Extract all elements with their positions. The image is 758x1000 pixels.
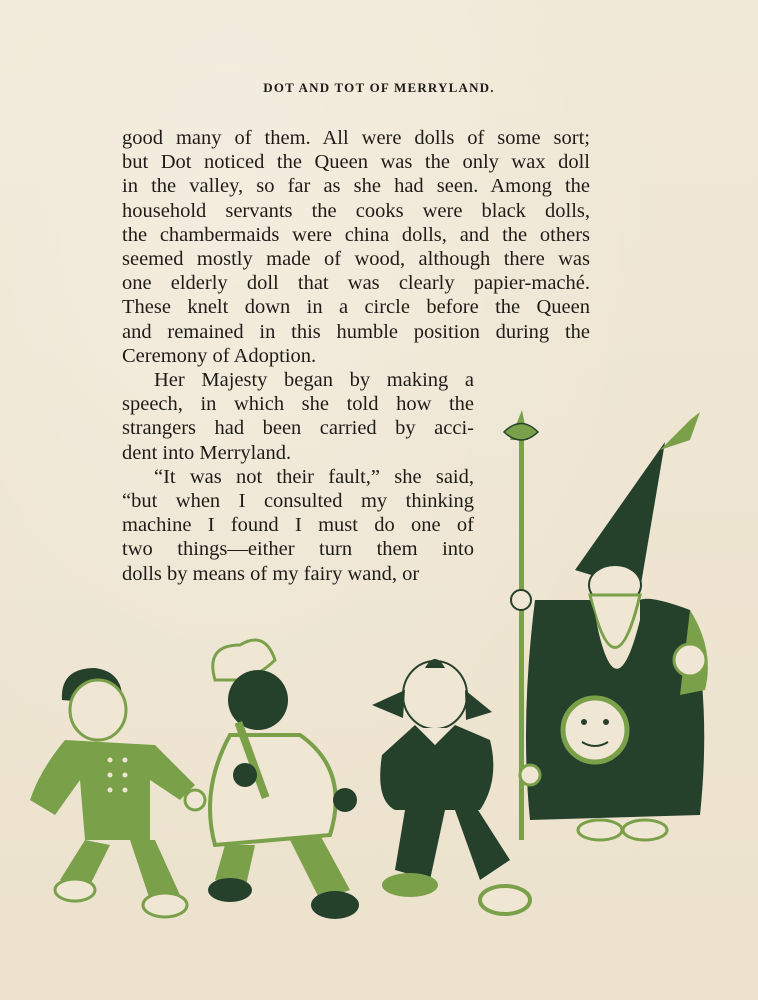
text-line: strangers had been carried by acci- (122, 417, 474, 440)
dolls-parade-illustration (0, 395, 758, 1000)
text-line: Her Majesty began by making a (154, 369, 474, 392)
text-line: one elderly doll that was clearly papier-maché. (122, 272, 590, 295)
text-line: good many of them. All were dolls of some sort; (122, 127, 590, 149)
running-title: DOT AND TOT OF MERRYLAND. (263, 80, 495, 95)
text-line: speech, in which she told how the (122, 393, 474, 416)
text-line: seemed mostly made of wood, although there was (122, 248, 590, 271)
text-line: two things—either turn them into (122, 538, 474, 561)
text-line: and remained in this humble position during the (122, 320, 590, 343)
bellboy-doll-figure (30, 668, 205, 917)
text-line: These knelt down in a circle before the Queen (122, 296, 590, 319)
text-line: in the valley, so far as she had seen. Among the (122, 175, 590, 198)
gentleman-doll-figure (372, 650, 540, 914)
text-line: Ceremony of Adoption. (122, 344, 317, 367)
text-line: “but when I consulted my thinking (122, 490, 474, 513)
text-line: but Dot noticed the Queen was the only wax doll (122, 151, 590, 174)
text-line: household servants the cooks were black dolls, (122, 199, 590, 222)
text-line: dolls by means of my fairy wand, or (122, 562, 420, 585)
cook-doll-figure (208, 640, 359, 919)
text-line: dent into Merryland. (122, 441, 292, 464)
text-line: machine I found I must do one of (122, 514, 474, 537)
text-line: the chambermaids were china dolls, and the others (122, 223, 590, 246)
text-line: “It was not their fault,” she said, (154, 465, 474, 488)
